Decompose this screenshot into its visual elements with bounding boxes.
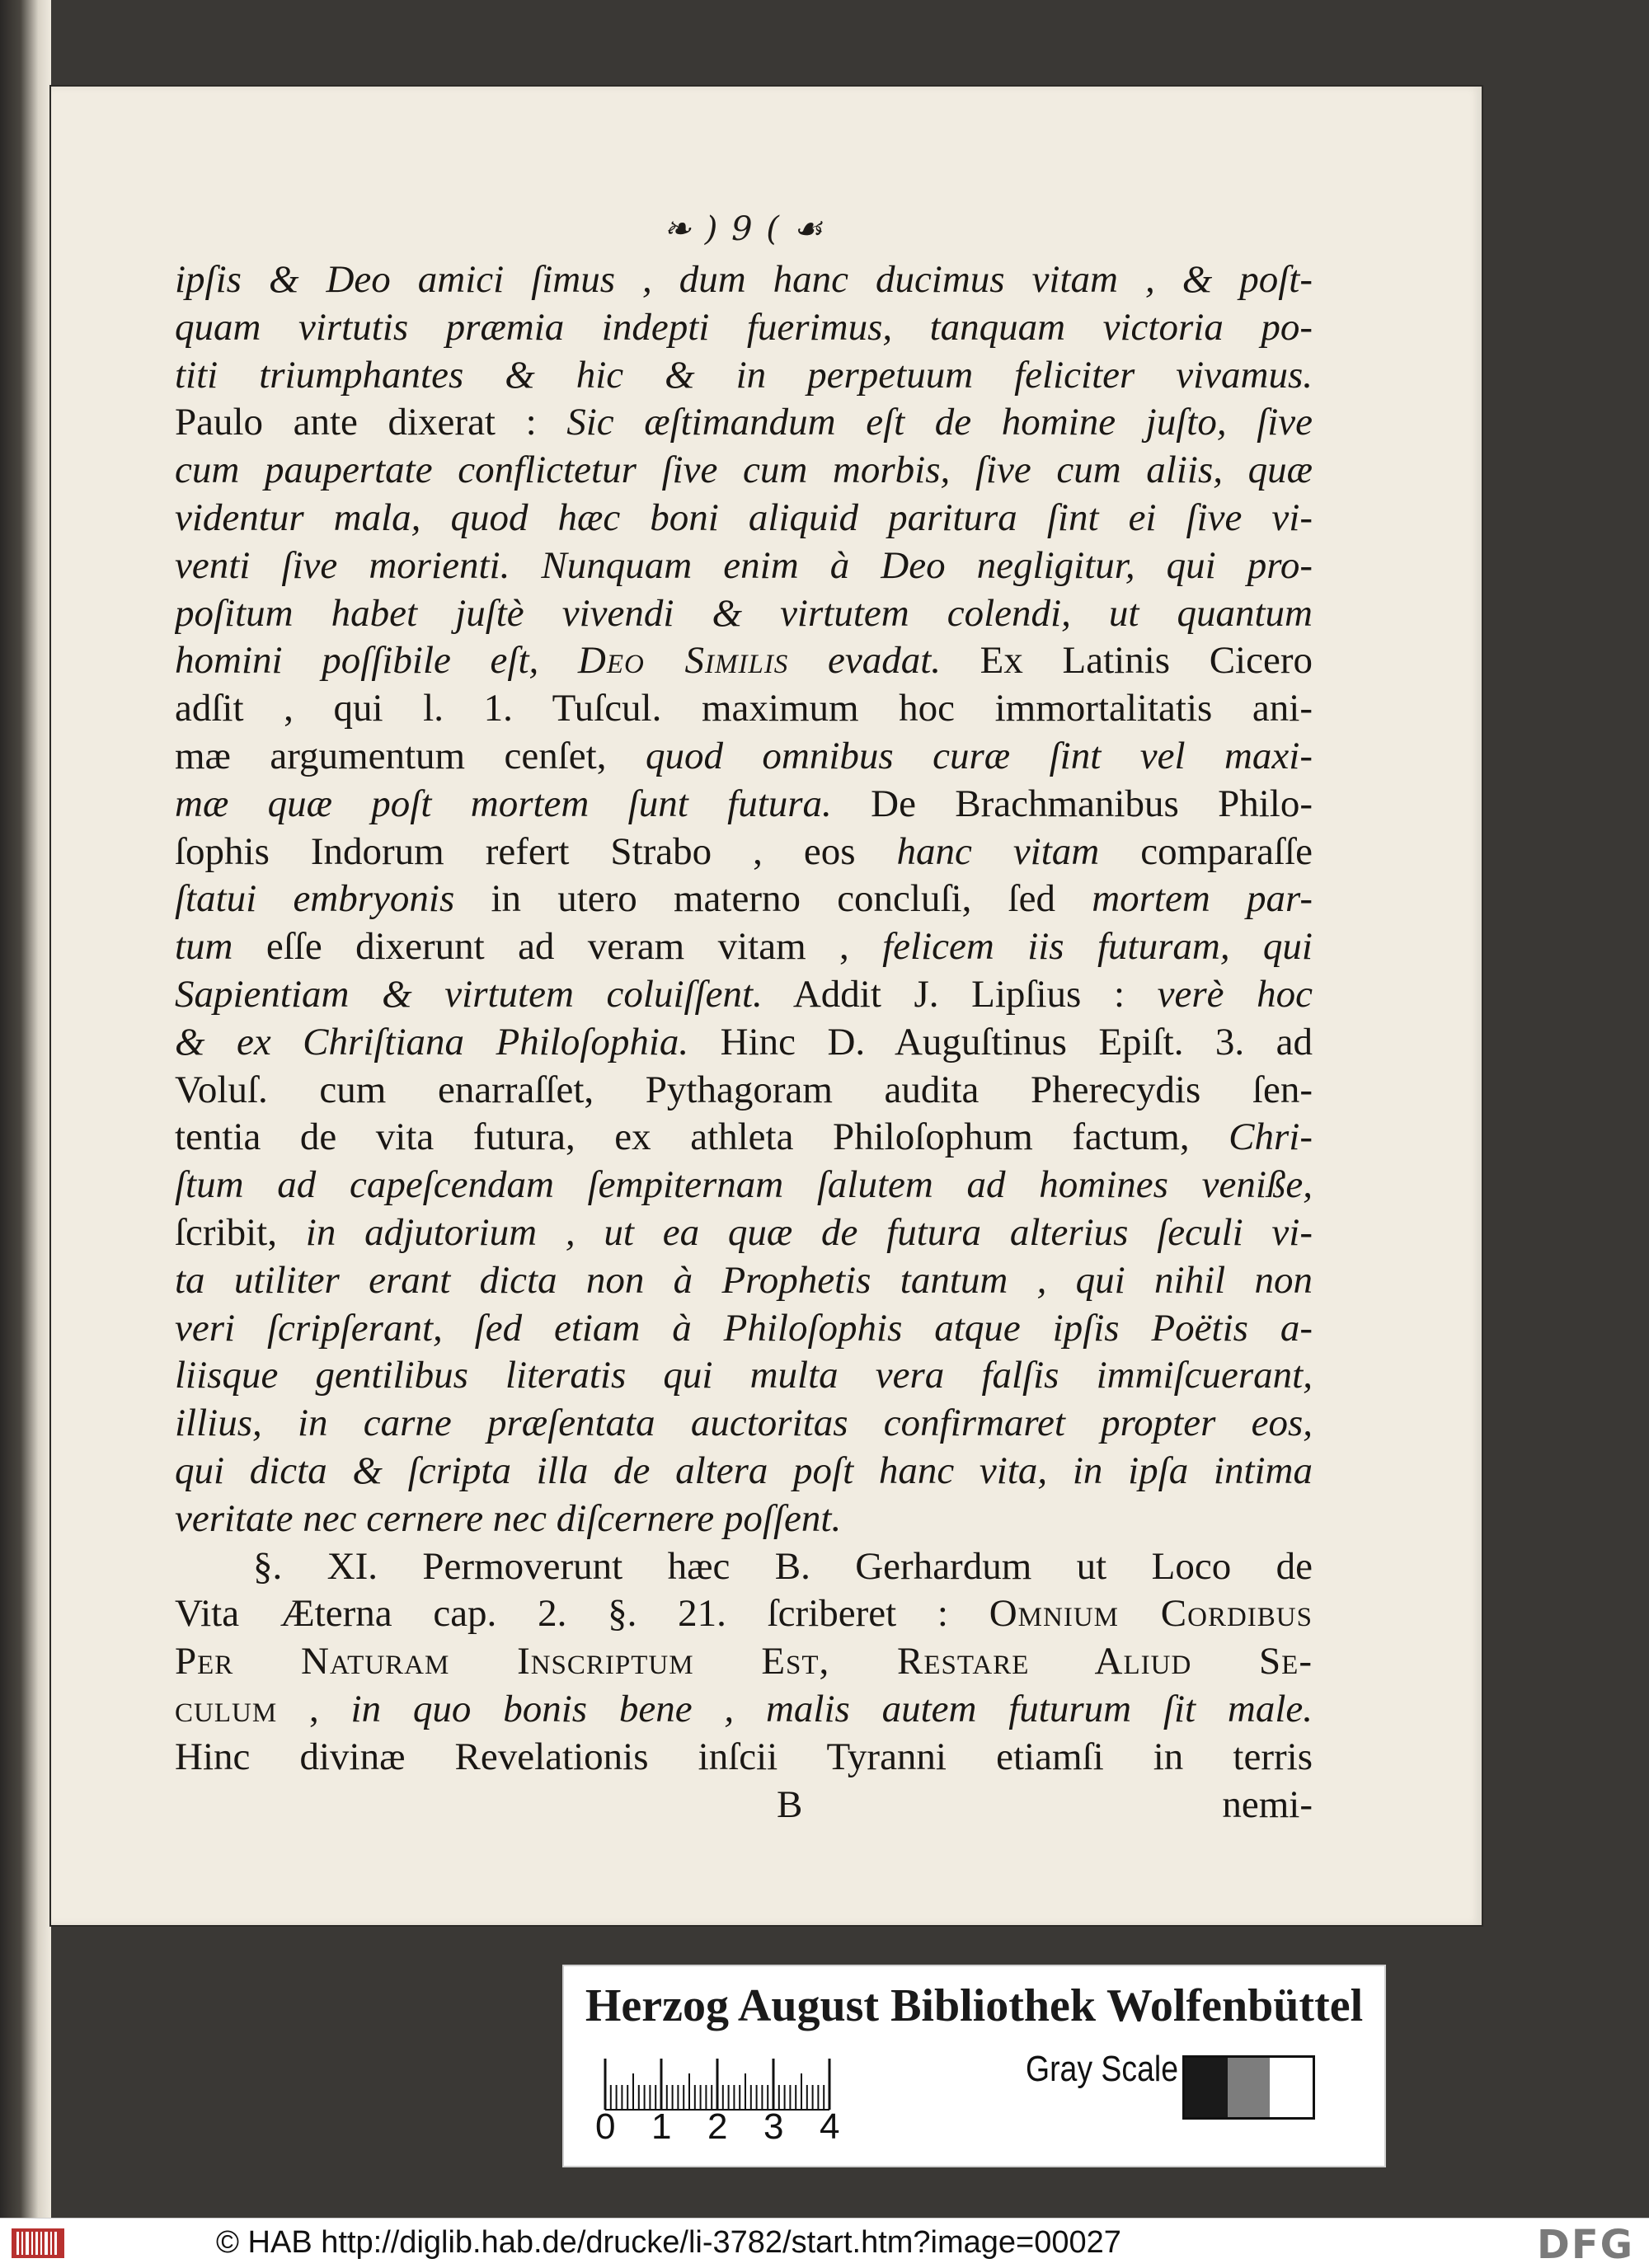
body-text — [175, 256, 1313, 1782]
text-line — [175, 1019, 1313, 1067]
text-line — [175, 1543, 1313, 1591]
text-run: veri ſcripſerant, ſed etiam à Philoſophis atque ipſis Poëtis a- — [175, 1306, 1313, 1350]
folio-ornament-right: ( ☙ — [754, 210, 824, 248]
text-run: liisque gentilibus literatis qui multa vera falſis immiſcuerant, — [175, 1354, 1313, 1397]
text-run: ſtatui embryonis — [175, 877, 455, 921]
barcode-icon — [12, 2227, 64, 2260]
text-run: Omnium Cordibus — [989, 1592, 1313, 1636]
text-run: Sapientiam & virtutem coluiſſent. — [175, 972, 763, 1016]
text-line — [175, 1734, 1313, 1782]
text-line — [175, 1686, 1313, 1734]
text-run: ſophis Indorum refert Strabo , eos — [175, 829, 897, 873]
text-run: illius, in carne præſentata auctoritas confirmaret propter eos, — [175, 1402, 1313, 1445]
text-line — [175, 1257, 1313, 1305]
text-run: tentia de vita futura, ex athleta Philoſophum factum, — [175, 1115, 1229, 1159]
copyright-link[interactable]: © HAB http://diglib.hab.de/drucke/li-3782/start.htm?image=00027 — [216, 2225, 1121, 2260]
text-run: Vita Æterna cap. 2. §. 21. ſcriberet : — [175, 1592, 989, 1636]
ruler-label: 0 — [595, 2106, 616, 2147]
text-run: Ex Latinis Cicero — [941, 639, 1313, 683]
gray-swatch — [1270, 2058, 1313, 2117]
text-line — [175, 1496, 1313, 1543]
gray-scale-label: Gray Scale — [1026, 2049, 1178, 2089]
text-run: in adjutorium , ut ea quæ de futura alterius ſeculi vi- — [305, 1210, 1313, 1254]
ruler-label: 4 — [820, 2106, 840, 2147]
text-line — [175, 637, 1313, 685]
text-run: culum — [175, 1687, 278, 1730]
text-line — [175, 1448, 1313, 1496]
text-line — [175, 1400, 1313, 1448]
text-run: Addit J. Lipſius : — [762, 972, 1158, 1016]
page-number — [175, 210, 1313, 248]
text-run: verè hoc — [1157, 972, 1313, 1016]
text-run: mortem par- — [1092, 877, 1313, 921]
ruler-scale — [599, 2055, 1077, 2113]
ruler-label: 1 — [651, 2106, 672, 2147]
text-line — [175, 590, 1313, 638]
text-line — [175, 256, 1313, 304]
text-run: in quo bonis bene , malis autem futurum ſit male. — [350, 1687, 1313, 1730]
text-run: ſtum ad capeſcendam ſempiternam ſalutem ad homines veniße, — [175, 1163, 1313, 1207]
ruler-labels — [595, 2106, 1077, 2148]
text-run: Hinc divinæ Revelationis inſcii Tyranni etiamſi in terris — [175, 1735, 1313, 1778]
text-line — [175, 781, 1313, 829]
text-run: mæ argumentum cenſet, — [175, 734, 646, 777]
text-run: comparaſſe — [1099, 829, 1313, 873]
ruler-label: 2 — [707, 2106, 728, 2147]
text-run: Paulo ante dixerat : — [175, 401, 567, 444]
text-run: veritate nec cernere nec diſcernere poſſent. — [175, 1496, 842, 1540]
text-line — [175, 685, 1313, 733]
text-line — [175, 733, 1313, 781]
text-line — [175, 923, 1313, 971]
text-run: Hinc D. Auguſtinus Epiſt. 3. ad — [688, 1020, 1313, 1064]
text-run: & ex Chriſtiana Philoſophia. — [175, 1020, 689, 1064]
dfg-logo: DFG — [1536, 2222, 1634, 2268]
text-run: ſcribit, — [175, 1210, 306, 1254]
text-run: evadat. — [788, 639, 941, 683]
text-run: Per Naturam Inscriptum Est, Restare Aliud Se- — [175, 1640, 1313, 1683]
text-run: adſit , qui l. 1. Tuſcul. maximum hoc immortalitatis ani- — [175, 687, 1313, 730]
text-line — [175, 1638, 1313, 1686]
text-run: Deo Similis — [577, 639, 789, 683]
text-line — [175, 1352, 1313, 1400]
text-run: , — [277, 1687, 351, 1730]
text-run: poſitum habet juſtè vivendi & virtutem colendi, ut quantum — [175, 591, 1313, 635]
catchword: nemi- — [1222, 1782, 1313, 1826]
text-line — [175, 829, 1313, 876]
text-line — [175, 304, 1313, 352]
book-page — [51, 87, 1482, 1925]
text-line — [175, 542, 1313, 590]
footer-bar — [0, 2218, 1649, 2268]
text-line — [175, 1114, 1313, 1162]
ruler-label: 3 — [763, 2106, 784, 2147]
text-run: felicem iis futuram, qui — [882, 925, 1313, 969]
text-run: hanc vitam — [896, 829, 1100, 873]
text-run: qui dicta & ſcripta illa de altera poſt hanc vita, in ipſa intima — [175, 1449, 1313, 1492]
page-text-block — [175, 210, 1313, 1829]
text-run: §. XI. Permoverunt hæc B. Gerhardum ut Loco de — [253, 1544, 1313, 1588]
text-run: Sic æſtimandum eſt de homine juſto, ſive — [566, 401, 1313, 444]
text-run: in utero materno concluſi, ſed — [454, 877, 1092, 921]
text-run: ta utiliter erant dicta non à Prophetis tantum , qui nihil non — [175, 1258, 1313, 1302]
text-run: De Brachmanibus Philo- — [831, 782, 1313, 825]
folio-number: 9 — [731, 210, 754, 248]
text-run: tum — [175, 925, 233, 969]
text-run: quam virtutis præmia indepti fuerimus, tanquam victoria po- — [175, 305, 1313, 349]
text-line — [175, 1067, 1313, 1115]
text-line — [175, 495, 1313, 542]
text-line — [175, 1209, 1313, 1257]
text-line — [175, 399, 1313, 447]
text-run: Voluſ. cum enarraſſet, Pythagoram audita Pherecydis ſen- — [175, 1068, 1313, 1111]
text-run: videntur mala, quod hæc boni aliquid paritura ſint ei ſive vi- — [175, 495, 1313, 539]
gray-swatch — [1185, 2058, 1228, 2117]
text-run: titi triumphantes & hic & in perpetuum feliciter vivamus. — [175, 353, 1313, 397]
gray-swatch — [1228, 2058, 1271, 2117]
text-line — [175, 876, 1313, 923]
text-line — [175, 1590, 1313, 1638]
text-run: venti ſive morienti. Nunquam enim à Deo negligitur, qui pro- — [175, 543, 1313, 587]
color-reference-card — [562, 1965, 1386, 2167]
text-run: cum paupertate conflictetur ſive cum morbis, ſive cum aliis, quæ — [175, 448, 1313, 492]
text-run: Chri- — [1229, 1115, 1313, 1159]
signature-mark: B — [777, 1782, 803, 1826]
ruler-ticks — [599, 2055, 846, 2113]
library-name: Herzog August Bibliothek Wolfenbüttel — [585, 1980, 1364, 2031]
text-line — [175, 447, 1313, 495]
text-run: mæ quæ poſt mortem ſunt futura. — [175, 782, 832, 825]
text-run: homini poſſibile eſt, — [175, 639, 578, 683]
folio-ornament-left: ❧ ) — [663, 210, 732, 248]
text-line — [175, 971, 1313, 1019]
gray-scale-swatch — [1182, 2055, 1315, 2120]
text-line — [175, 352, 1313, 400]
book-spine — [0, 0, 51, 2218]
text-line — [175, 1305, 1313, 1353]
text-run: ipſis & Deo amici ſimus , dum hanc ducimus vitam , & poſt- — [175, 258, 1313, 301]
text-line — [175, 1162, 1313, 1209]
text-run: quod omnibus curæ ſint vel maxi- — [645, 734, 1313, 777]
page-footer-line — [175, 1782, 1313, 1829]
text-run: eſſe dixerunt ad veram vitam , — [233, 925, 883, 969]
